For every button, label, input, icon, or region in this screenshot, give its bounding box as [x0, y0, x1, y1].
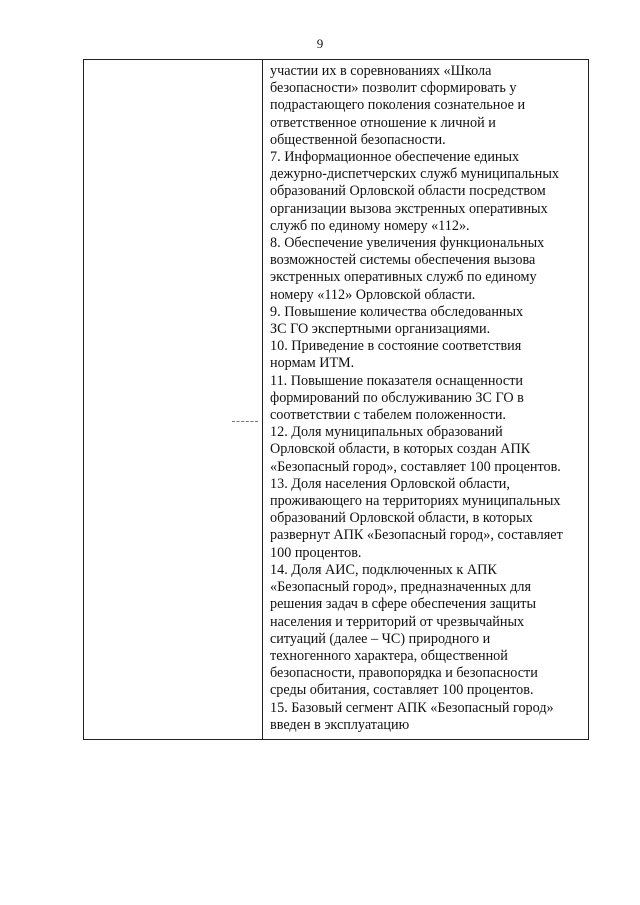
- text-line: ситуаций (далее – ЧС) природного и: [270, 630, 491, 647]
- column-divider: [262, 60, 263, 739]
- text-line: Орловской области, в которых создан АПК: [270, 441, 531, 458]
- text-line: образований Орловской области посредством: [270, 183, 546, 200]
- text-line: 12. Доля муниципальных образований: [270, 424, 503, 441]
- text-line: ответственное отношение к личной и: [270, 114, 496, 131]
- text-line: 8. Обеспечение увеличения функциональных: [270, 235, 545, 252]
- text-line: экстренных оперативных служб по единому: [270, 269, 537, 286]
- text-line: 100 процентов.: [270, 544, 362, 561]
- text-line: организации вызова экстренных оперативных: [270, 200, 548, 217]
- text-line: общественной безопасности.: [270, 131, 446, 148]
- text-line: номеру «112» Орловской области.: [270, 286, 476, 303]
- text-line: «Безопасный город», составляет 100 процентов.: [270, 458, 561, 475]
- text-line: «Безопасный город», предназначенных для: [270, 579, 531, 596]
- text-line: нормам ИТМ.: [270, 355, 355, 372]
- table-right-cell: [270, 63, 588, 734]
- text-line: соответствии с табелем положенности.: [270, 407, 506, 424]
- text-line: дежурно-диспетчерских служб муниципальных: [270, 166, 559, 183]
- text-line: формирований по обслуживанию ЗС ГО в: [270, 389, 524, 406]
- text-line: проживающего на территориях муниципальных: [270, 493, 561, 510]
- text-line: возможностей системы обеспечения вызова: [270, 252, 536, 269]
- text-line: безопасности, правопорядка и безопасности: [270, 665, 538, 682]
- text-line: населения и территорий от чрезвычайных: [270, 613, 525, 630]
- text-line: решения задач в сфере обеспечения защиты: [270, 596, 536, 613]
- text-line: 11. Повышение показателя оснащенности: [270, 372, 523, 389]
- text-line: служб по единому номеру «112».: [270, 217, 470, 234]
- page-number: 9: [316, 36, 324, 51]
- text-line: 9. Повышение количества обследованных: [270, 303, 524, 320]
- text-line: 15. Базовый сегмент АПК «Безопасный город»: [270, 699, 554, 716]
- dash-mark: [232, 421, 258, 423]
- text-line: подрастающего поколения сознательное и: [270, 97, 526, 114]
- text-line: среды обитания, составляет 100 процентов.: [270, 682, 534, 699]
- text-line: техногенного характера, общественной: [270, 647, 508, 664]
- text-line: 10. Приведение в состояние соответствия: [270, 338, 522, 355]
- text-line: введен в эксплуатацию: [270, 716, 410, 733]
- document-table: [83, 59, 589, 740]
- table-left-cell: [84, 60, 262, 739]
- text-line: 14. Доля АИС, подключенных к АПК: [270, 561, 497, 578]
- text-line: ЗС ГО экспертными организациями.: [270, 321, 491, 338]
- text-line: развернут АПК «Безопасный город», составляет: [270, 527, 563, 544]
- text-line: безопасности» позволит сформировать у: [270, 80, 517, 97]
- text-line: образований Орловской области, в которых: [270, 510, 533, 527]
- text-line: участии их в соревнованиях «Школа: [270, 63, 492, 79]
- text-line: 7. Информационное обеспечение единых: [270, 149, 520, 166]
- text-line: 13. Доля населения Орловской области,: [270, 475, 510, 492]
